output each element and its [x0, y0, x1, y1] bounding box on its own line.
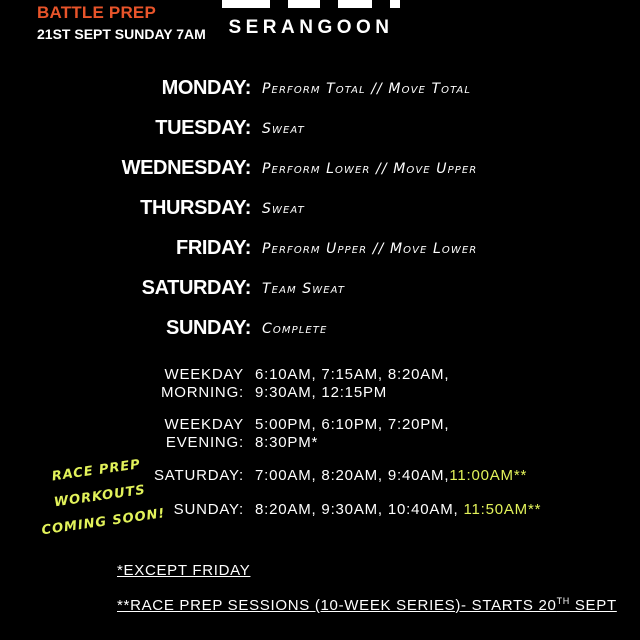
class-name: Perform Total // Move Total — [262, 81, 472, 97]
event-title: BATTLE PREP — [37, 3, 157, 22]
footnote-text-end: SEPT — [569, 597, 617, 614]
schedule-row-sunday — [0, 317, 640, 347]
day-label: SATURDAY: — [141, 277, 251, 299]
promo-line: RACE PREP — [50, 457, 142, 485]
day-label: TUESDAY: — [155, 117, 251, 139]
day-label: FRIDAY: — [176, 237, 251, 259]
weekday-evening-times: 5:00PM, 6:10PM, 7:20PM, 8:30PM* — [255, 416, 450, 451]
promo-line: WORKOUTS — [53, 482, 147, 511]
saturday-times-race-prep: 11:00AM** — [449, 467, 528, 484]
sunday-label: SUNDAY: — [173, 501, 244, 518]
saturday-times — [255, 467, 527, 485]
class-name: Sweat — [262, 201, 305, 217]
sunday-times — [255, 501, 541, 519]
class-name: Complete — [262, 321, 328, 337]
weekday-evening-label: WEEKDAY EVENING: — [164, 416, 244, 451]
schedule-row-saturday — [0, 277, 640, 307]
schedule-row-tuesday — [0, 117, 640, 147]
schedule-row-friday — [0, 237, 640, 267]
schedule-row-wednesday — [0, 157, 640, 187]
saturday-label: SATURDAY: — [154, 467, 244, 484]
class-name: Perform Lower // Move Upper — [262, 161, 478, 177]
saturday-times-regular: 7:00AM, 8:20AM, 9:40AM, — [255, 467, 450, 484]
promo-line: COMING SOON! — [40, 506, 167, 539]
weekday-morning-label: WEEKDAY MORNING: — [160, 366, 244, 401]
schedule-row-monday — [0, 77, 640, 107]
schedule-row-thursday — [0, 197, 640, 227]
sunday-times-regular: 8:20AM, 9:30AM, 10:40AM, — [255, 501, 459, 518]
brand-logo — [222, 0, 400, 8]
class-name: Team Sweat — [262, 281, 346, 297]
class-name: Perform Upper // Move Lower — [262, 241, 478, 257]
day-label: MONDAY: — [161, 77, 251, 99]
race-prep-promo — [25, 449, 174, 546]
day-label: THURSDAY: — [140, 197, 251, 219]
event-date: 21ST SEPT SUNDAY 7AM — [37, 26, 206, 42]
class-name: Sweat — [262, 121, 305, 137]
footnote-text: **RACE PREP SESSIONS (10-WEEK SERIES)- STARTS 20 — [117, 597, 557, 614]
day-label: WEDNESDAY: — [121, 157, 251, 179]
day-label: SUNDAY: — [166, 317, 251, 339]
footnote-ordinal: TH — [556, 596, 570, 606]
footnote-except-friday: *EXCEPT FRIDAY — [117, 562, 251, 579]
footnote-race-prep — [117, 596, 617, 614]
sunday-times-race-prep: 11:50AM** — [463, 501, 542, 518]
brand-name: SERANGOON — [228, 17, 394, 38]
weekday-morning-times: 6:10AM, 7:15AM, 8:20AM, 9:30AM, 12:15PM — [255, 366, 450, 401]
